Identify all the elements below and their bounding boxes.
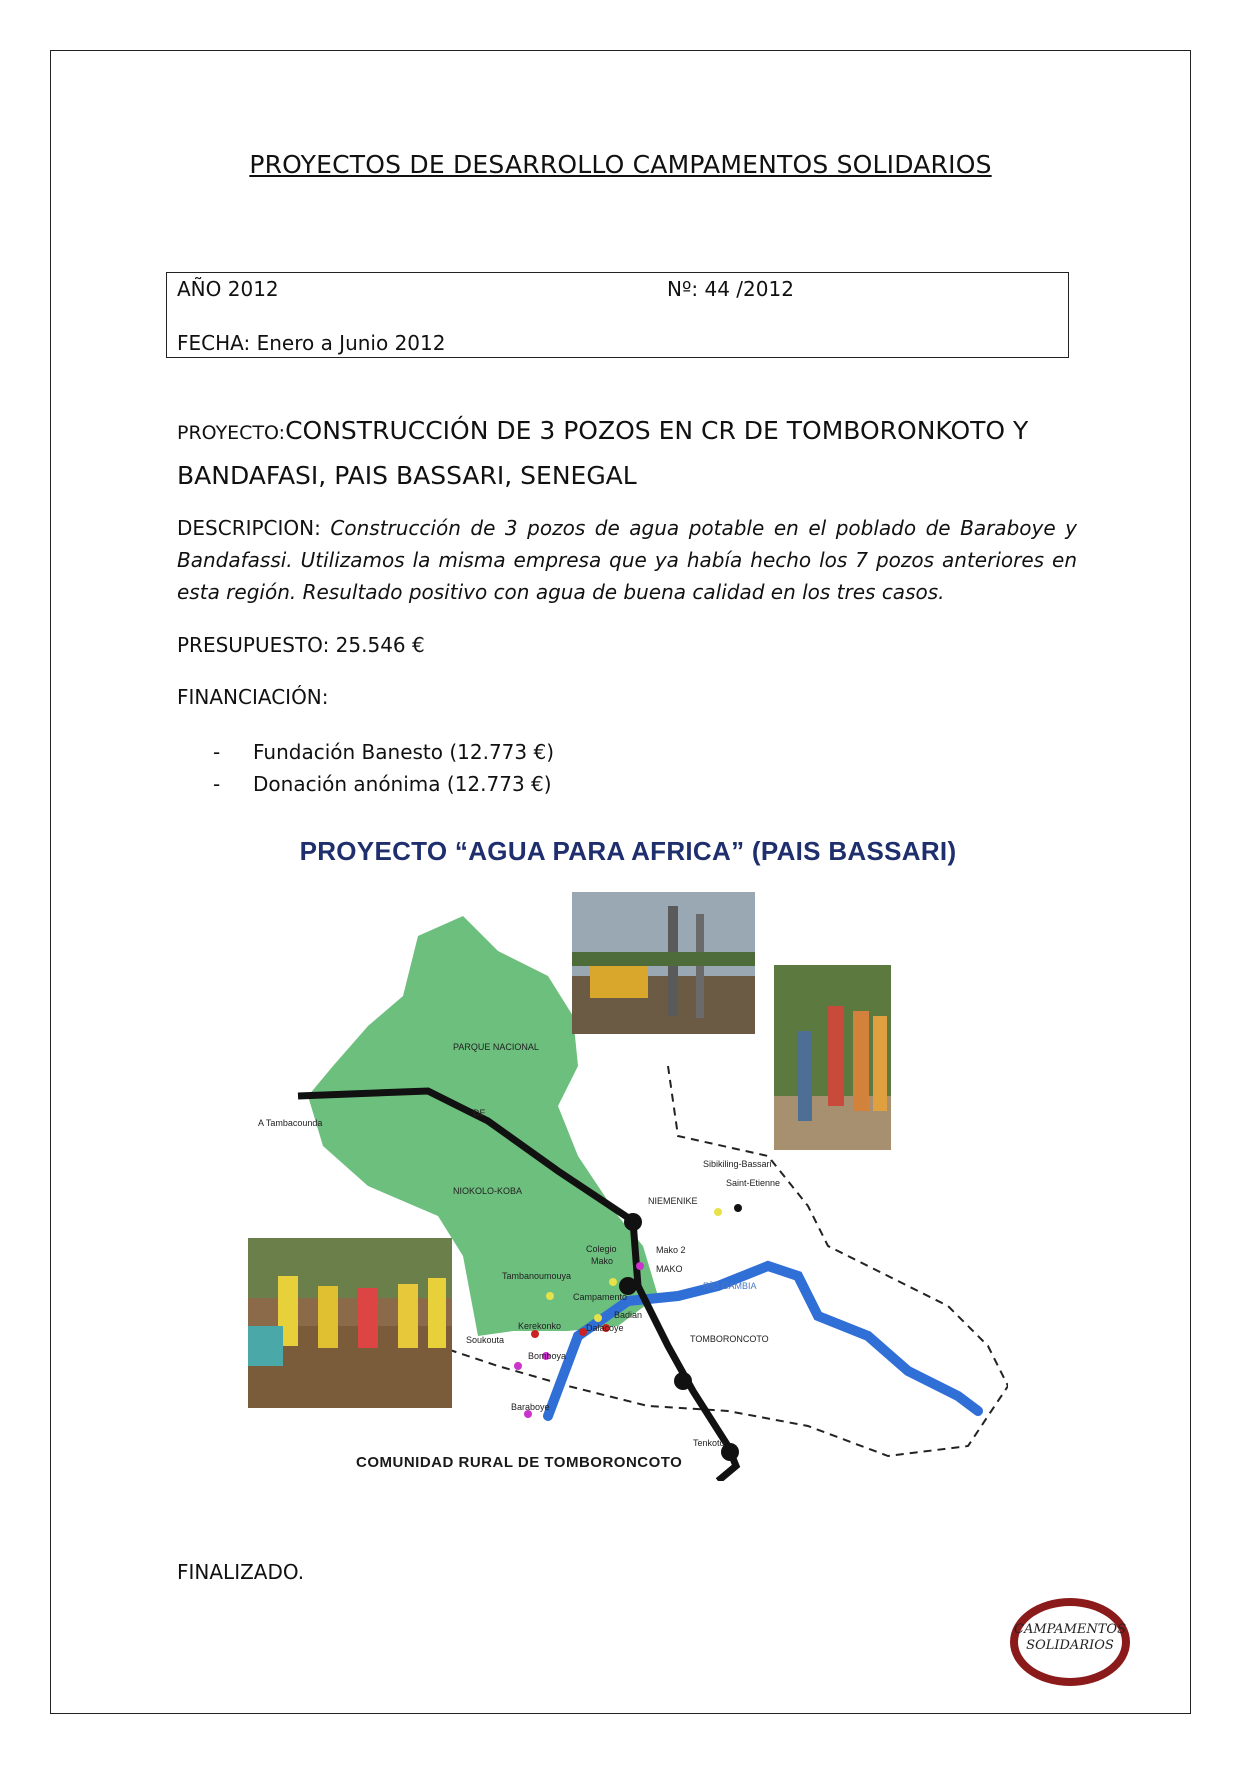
map-label-badian: Badian	[614, 1310, 643, 1320]
numero-field: Nº: 44 /2012	[667, 277, 794, 301]
map-label-dalacoye: Dalacoye	[586, 1323, 624, 1333]
descripcion-text: Construcción de 3 pozos de agua potable en el poblado de Baraboye y Bandafassi. Utilizamos la misma empresa que ya había hecho los 7 pozos anteriores en esta región. Resultado positivo con agua de buena calidad en los tres casos.	[177, 516, 1077, 604]
map-label-bomboya: Bomboya	[528, 1351, 567, 1361]
tomboroncoto-node	[674, 1372, 692, 1390]
map-label-campamento: Campamento	[573, 1292, 628, 1302]
presupuesto: PRESUPUESTO: 25.546 €	[177, 633, 425, 657]
photo-pump	[774, 965, 891, 1150]
saint-etienne-dot	[714, 1208, 722, 1216]
map-label-de: DE	[473, 1108, 486, 1118]
map-label-mako-small: Mako	[591, 1256, 614, 1266]
map-label-baraboye: Baraboye	[511, 1402, 550, 1412]
list-item	[213, 736, 554, 768]
page-title: PROYECTOS DE DESARROLLO CAMPAMENTOS SOLIDARIOS	[249, 150, 992, 179]
mako2-dot	[636, 1262, 644, 1270]
figure-caption: COMUNIDAD RURAL DE TOMBORONCOTO	[356, 1454, 683, 1471]
map-label-tomboroncoto: TOMBORONCOTO	[690, 1334, 769, 1344]
list-item	[213, 768, 554, 800]
descripcion-section	[177, 512, 1077, 608]
financiacion-list	[213, 736, 554, 800]
finalizado-text: FINALIZADO.	[177, 1560, 305, 1584]
map-label-tenkoto: Tenkoto	[693, 1438, 725, 1448]
map-label-rio-gambia: RÍO GAMBIA	[703, 1281, 757, 1291]
list-item-text: Donación anónima (12.773 €)	[253, 772, 552, 796]
map-graphic	[248, 826, 1008, 1481]
map-label-soukouta: Soukouta	[466, 1335, 505, 1345]
photo-drilling	[572, 892, 755, 1034]
descripcion-label: DESCRIPCION:	[177, 516, 321, 540]
proyecto-label: PROYECTO:	[177, 422, 286, 444]
kerekonko-dot	[531, 1330, 539, 1338]
info-box	[166, 272, 1069, 358]
niemenike-node	[624, 1213, 642, 1231]
map-label-niemenike: NIEMENIKE	[648, 1196, 698, 1206]
soukouta-dot	[514, 1362, 522, 1370]
map-label-niokolo: NIOKOLO-KOBA	[453, 1186, 523, 1196]
map-label-tambanoumouya: Tambanoumouya	[502, 1271, 572, 1281]
logo-line2: SOLIDARIOS	[1026, 1638, 1114, 1653]
financiacion-label: FINANCIACIÓN:	[177, 685, 329, 709]
fecha-field: FECHA: Enero a Junio 2012	[177, 331, 446, 355]
list-dash: -	[213, 740, 221, 764]
colegio-dot	[609, 1278, 617, 1286]
map-label-kerekonko: Kerekonko	[518, 1321, 562, 1331]
project-figure	[248, 826, 1008, 1481]
figure-title: PROYECTO “AGUA PARA AFRICA” (PAIS BASSARI)	[299, 836, 957, 866]
map-label-mako: MAKO	[656, 1264, 683, 1274]
map-label-parque: PARQUE NACIONAL	[453, 1042, 539, 1052]
list-item-text: Fundación Banesto (12.773 €)	[253, 740, 555, 764]
sibikiling-dot	[734, 1204, 742, 1212]
map-label-mako2: Mako 2	[656, 1245, 686, 1255]
proyecto-name: CONSTRUCCIÓN DE 3 POZOS EN CR DE TOMBORONKOTO Y BANDAFASI, PAIS BASSARI, SENEGAL	[177, 416, 1029, 490]
logo-text	[1010, 1622, 1130, 1654]
photo-village	[248, 1238, 452, 1408]
map-label-tambacounda: A Tambacounda	[258, 1118, 323, 1128]
campamento-dot	[594, 1314, 602, 1322]
list-dash: -	[213, 772, 221, 796]
map-label-sibikiling: Sibikiling-Bassari	[703, 1159, 772, 1169]
map-label-saint-etienne: Saint-Etienne	[726, 1178, 781, 1188]
campamentos-logo	[1010, 1598, 1130, 1688]
proyecto-section	[177, 410, 1077, 500]
logo-line1: CAMPAMENTOS	[1014, 1622, 1126, 1637]
anio-field: AÑO 2012	[177, 277, 279, 301]
map-label-colegio: Colegio	[586, 1244, 617, 1254]
tambanoumouya-dot	[546, 1292, 554, 1300]
